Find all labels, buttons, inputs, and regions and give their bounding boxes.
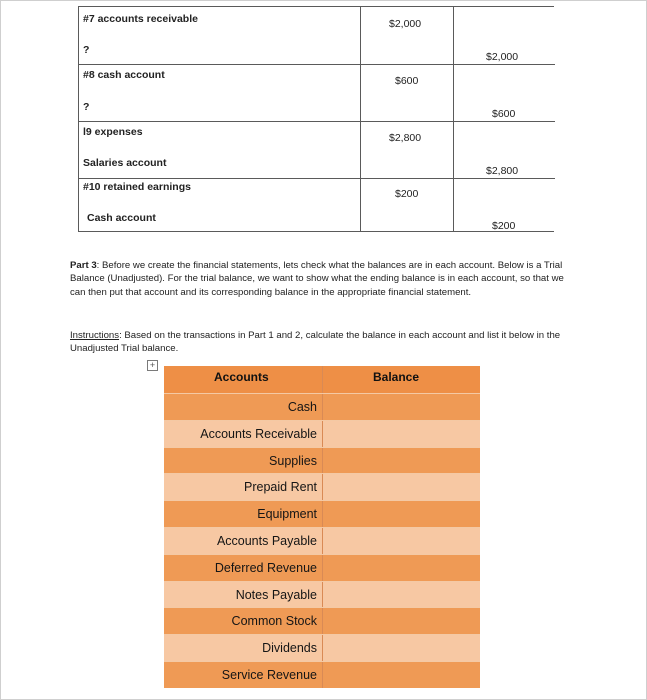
ledger-credit: $600 xyxy=(492,108,516,120)
instructions-label: Instructions xyxy=(70,330,120,341)
ledger-label: Salaries account xyxy=(83,157,167,169)
table-row xyxy=(164,420,480,447)
table-row xyxy=(164,473,480,500)
balance-cell[interactable] xyxy=(323,501,480,527)
ledger-debit: $600 xyxy=(395,75,419,87)
table-row xyxy=(164,393,480,420)
plus-box-icon[interactable]: + xyxy=(147,360,158,371)
balance-cell[interactable] xyxy=(323,608,480,634)
balance-cell[interactable] xyxy=(323,662,480,688)
table-row xyxy=(164,447,480,474)
table-row xyxy=(164,661,480,688)
ledger-credit: $2,800 xyxy=(486,165,519,177)
ledger-label: ? xyxy=(83,101,90,113)
account-name: Common Stock xyxy=(164,608,323,634)
ledger-credit: $200 xyxy=(492,220,516,232)
ledger-debit: $2,000 xyxy=(389,18,422,30)
instructions-paragraph xyxy=(70,329,575,356)
balance-cell[interactable] xyxy=(323,582,480,608)
table-row xyxy=(164,581,480,608)
balance-cell[interactable] xyxy=(323,528,480,554)
balance-cell[interactable] xyxy=(323,448,480,474)
row-divider xyxy=(79,178,555,179)
row-divider xyxy=(79,64,555,65)
ledger-label: Cash account xyxy=(87,212,156,224)
part3-text: : Before we create the financial statements, lets check what the balances are in each account. Below is a Trial Balance (Unadjusted). For the trial balance, we want to show what the ending balance is in each account, so that we can then put that account and its corresponding balance in the appropriate financial statement. xyxy=(70,260,564,298)
part3-heading: Part 3 xyxy=(70,260,97,271)
account-name: Service Revenue xyxy=(164,662,323,688)
ledger-debit: $200 xyxy=(395,188,419,200)
ledger-debit: $2,800 xyxy=(389,132,422,144)
part3-paragraph xyxy=(70,259,575,299)
account-name: Cash xyxy=(164,394,323,420)
balance-cell[interactable] xyxy=(323,474,480,500)
account-name: Equipment xyxy=(164,501,323,527)
table-row xyxy=(164,554,480,581)
debit-column-divider xyxy=(360,7,361,231)
ledger-credit: $2,000 xyxy=(486,51,519,63)
ledger-table xyxy=(78,6,554,232)
account-name: Deferred Revenue xyxy=(164,555,323,581)
table-row xyxy=(164,500,480,527)
credit-column-divider xyxy=(453,7,454,231)
ledger-label: l9 expenses xyxy=(83,126,143,138)
trial-balance-table xyxy=(164,366,480,688)
ledger-label: #8 cash account xyxy=(83,69,165,81)
table-row xyxy=(164,634,480,661)
ledger-label: #10 retained earnings xyxy=(83,181,191,193)
table-row xyxy=(164,607,480,634)
account-name: Accounts Receivable xyxy=(164,421,323,447)
ledger-label: ? xyxy=(83,44,90,56)
balance-cell[interactable] xyxy=(323,394,480,420)
header-balance: Balance xyxy=(323,366,480,393)
balance-cell[interactable] xyxy=(323,635,480,661)
account-name: Dividends xyxy=(164,635,323,661)
ledger-label: #7 accounts receivable xyxy=(83,13,198,25)
header-accounts: Accounts xyxy=(164,366,323,393)
account-name: Supplies xyxy=(164,448,323,474)
account-name: Accounts Payable xyxy=(164,528,323,554)
row-divider xyxy=(79,121,555,122)
instructions-text: : Based on the transactions in Part 1 and 2, calculate the balance in each account and list it below in the Unadjusted Trial balance. xyxy=(70,330,561,355)
account-name: Prepaid Rent xyxy=(164,474,323,500)
balance-cell[interactable] xyxy=(323,555,480,581)
balance-cell[interactable] xyxy=(323,421,480,447)
table-row xyxy=(164,527,480,554)
account-name: Notes Payable xyxy=(164,582,323,608)
trial-balance-header xyxy=(164,366,480,393)
